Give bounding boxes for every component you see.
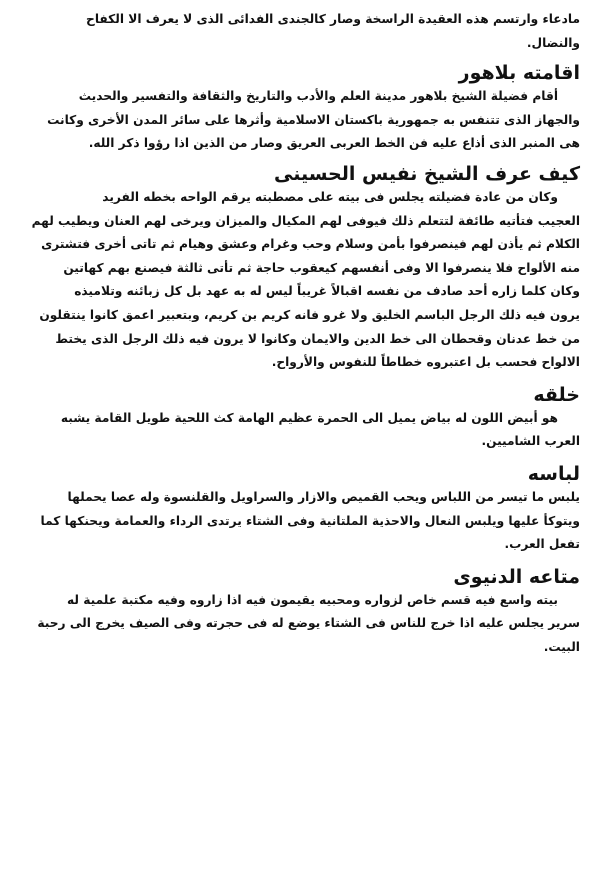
text-line: بيته واسع فيه قسم خاص لزواره ومحبيه يقيمون فيه اذا زاروه وفيه مكتبة علمية له xyxy=(67,592,558,607)
section-paragraph-appearance xyxy=(12,407,580,454)
section-heading-how-known: كيف عرف الشيخ نفيس الحسينى xyxy=(273,162,580,185)
text-line: منه الألواح فلا ينصرفوا الا وفى أنفسهم كيعقوب حاجة ثم تأتى ثالثة فيصنع بهم كهاتين xyxy=(63,260,580,275)
text-line: من خط عدنان وقحطان الى خط الدين والايمان وكانوا لا يرون فيه ذلك الرجل الذى يختط xyxy=(55,331,580,346)
text-line: يلبس ما تيسر من اللباس ويحب القميص والازار والسراويل والقلنسوة وله عصا يحملها xyxy=(67,489,580,504)
section-heading-appearance: خلقه xyxy=(533,383,580,406)
text-line: الكلام ثم يأذن لهم فينصرفوا بأمن وسلام وحب وغرام وعشق وهيام ثم تاتى أخرى فتشترى xyxy=(41,237,580,252)
text-line: يرون فيه ذلك الرجل الباسم الخليق ولا غرو فانه كريم بن كريم، وبتعبير اعمق كانوا ينتقلون xyxy=(39,307,580,322)
text-line: أقام فضيلة الشيخ بلاهور مدينة العلم والأدب والتاريخ والثقافة والتفسير والحديث xyxy=(78,89,558,104)
section-paragraph-clothing xyxy=(12,486,580,557)
text-line: وكان من عادة فضيلته يجلس فى بيته على مصطبته يرقم الواحه بخطه الفريد xyxy=(102,189,558,204)
text-line: الالواح فحسب بل اعتبروه خطاطاً للنفوس والأرواح. xyxy=(271,355,580,370)
section-paragraph-how-known xyxy=(12,186,580,375)
text-line: هى المنبر الذى أذاع عليه فن الخط العربى العريق وصار من الذين اذا رؤوا ذكر الله. xyxy=(88,136,580,151)
section-paragraph-worldly-possessions xyxy=(12,589,580,660)
text-line: هو أبيض اللون له بياض يميل الى الحمرة عظيم الهامة كث اللحية طويل القامة يشبه xyxy=(60,410,558,425)
text-line: والجهاز الذى تتنفس به جمهورية باكستان الاسلامية وأثرها على سائر المدن الأخرى وكانت xyxy=(47,112,580,127)
text-line: ويتوكأ عليها ويلبس النعال والاحذية الملتانية وفى الشتاء يرتدى الرداء والعمامة ويحنكها كما xyxy=(40,513,580,528)
section-heading-clothing: لباسه xyxy=(527,462,580,485)
text-line: البيت. xyxy=(543,639,580,654)
text-line: العرب الشاميين. xyxy=(481,434,580,449)
text-line: العجيب فتأتيه طائفة لتتعلم ذلك فيوفى لهم المكيال والميزان ويرخى لهم العنان ويطيب لهم xyxy=(31,213,580,228)
text-line: تفعل العرب. xyxy=(504,537,580,552)
text-line: والنضال. xyxy=(526,35,580,50)
text-line: وكان كلما زاره أحد صادف من نفسه اقبالاً غريباً ليس له به عهد بل كل زبائنه وتلاميذه xyxy=(74,284,580,299)
text-line: مادعاء وارتسم هذه العقيدة الراسخة وصار كالجندى الفدائى الذى لا يعرف الا الكفاح xyxy=(86,12,580,26)
intro-paragraph xyxy=(12,8,580,55)
section-heading-worldly-possessions: متاعه الدنيوى xyxy=(453,565,580,588)
text-line: سرير يجلس عليه اذا خرج للناس فى الشتاء يوضع له فى حجرته وفى الصيف يخرج الى رحبة xyxy=(37,616,580,631)
section-paragraph-residence-lahore xyxy=(12,85,580,156)
section-heading-residence-lahore: اقامته بلاهور xyxy=(458,62,580,85)
